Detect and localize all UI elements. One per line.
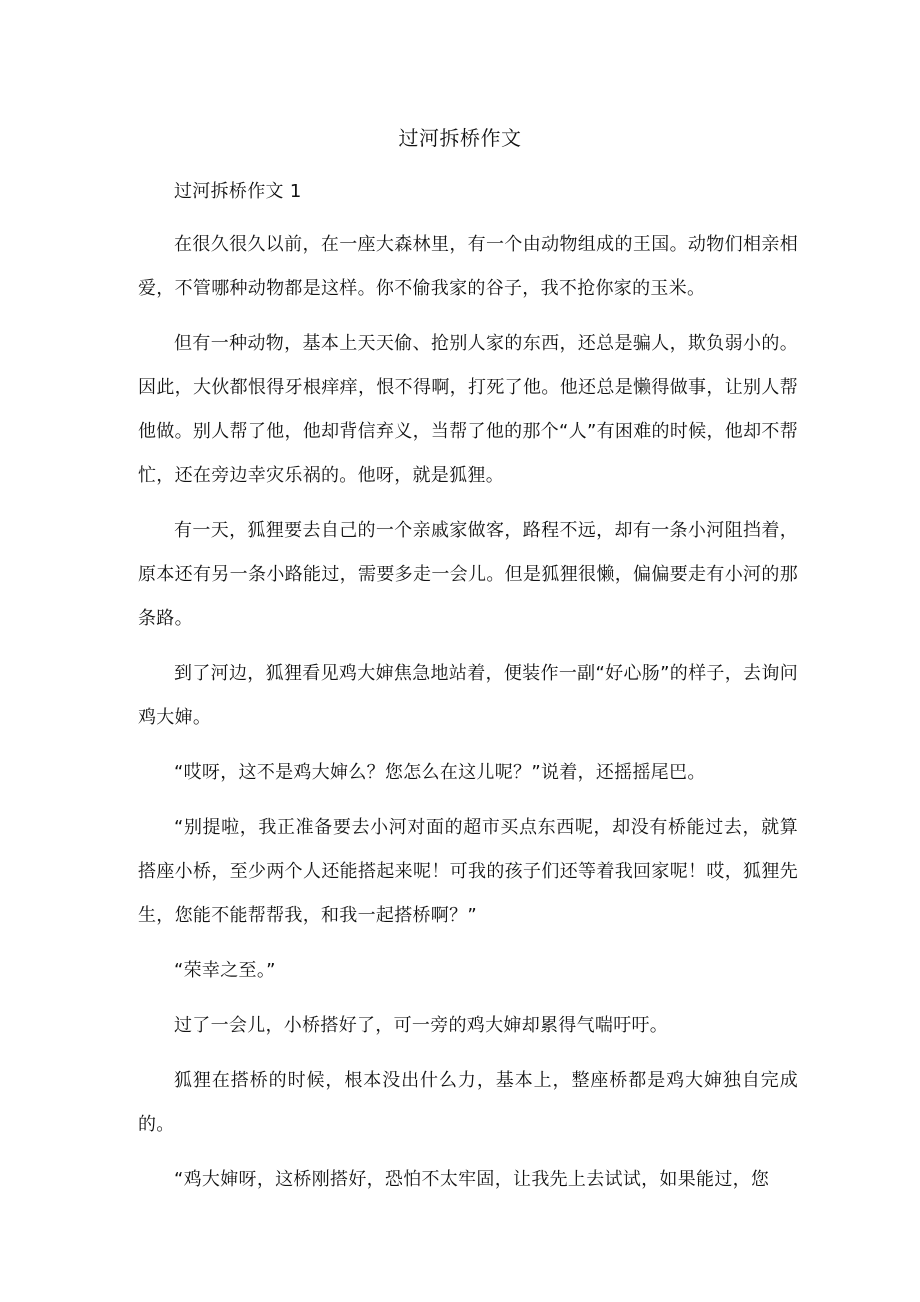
paragraph-5: “哎呀，这不是鸡大婶么？您怎么在这儿呢？”说着，还摇摇尾巴。 <box>174 762 706 783</box>
paragraph-2: 但有一种动物，基本上天天偷、抢别人家的东西，还总是骗人，欺负弱小的。因此，大伙都恨得牙根痒痒，恨不得啊，打死了他。他还总是懒得做事，让别人帮他做。别人帮了他，他却背信弃义，当帮了他的那个“人”有困难的时候，他却不帮忙，还在旁边幸灾乐祸的。他呀，就是狐狸。 <box>138 333 798 486</box>
document-title: 过河拆桥作文 <box>398 126 522 150</box>
paragraph-3: 有一天，狐狸要去自己的一个亲戚家做客，路程不远，却有一条小河阻挡着，原本还有另一条小路能过，需要多走一会儿。但是狐狸很懒，偏偏要走有小河的那条路。 <box>138 520 798 629</box>
paragraph-10: “鸡大婶呀，这桥刚搭好，恐怕不太牢固，让我先上去试试，如果能过，您 <box>174 1169 770 1190</box>
paragraph-7: “荣幸之至。” <box>174 960 276 981</box>
document-body <box>138 170 798 1213</box>
section-heading: 过河拆桥作文 1 <box>174 181 302 202</box>
paragraph-8: 过了一会儿，小桥搭好了，可一旁的鸡大婶却累得气喘吁吁。 <box>174 1015 669 1036</box>
paragraph-4: 到了河边，狐狸看见鸡大婶焦急地站着，便装作一副“好心肠”的样子，去询问鸡大婶。 <box>138 663 798 728</box>
paragraph-9: 狐狸在搭桥的时候，根本没出什么力，基本上，整座桥都是鸡大婶独自完成的。 <box>138 1070 798 1135</box>
paragraph-1: 在很久很久以前，在一座大森林里，有一个由动物组成的王国。动物们相亲相爱，不管哪种动物都是这样。你不偷我家的谷子，我不抢你家的玉米。 <box>138 234 798 299</box>
paragraph-6: “别提啦，我正准备要去小河对面的超市买点东西呢，却没有桥能过去，就算搭座小桥，至少两个人还能搭起来呢！可我的孩子们还等着我回家呢！哎，狐狸先生，您能不能帮帮我，和我一起搭桥啊？” <box>138 817 798 926</box>
